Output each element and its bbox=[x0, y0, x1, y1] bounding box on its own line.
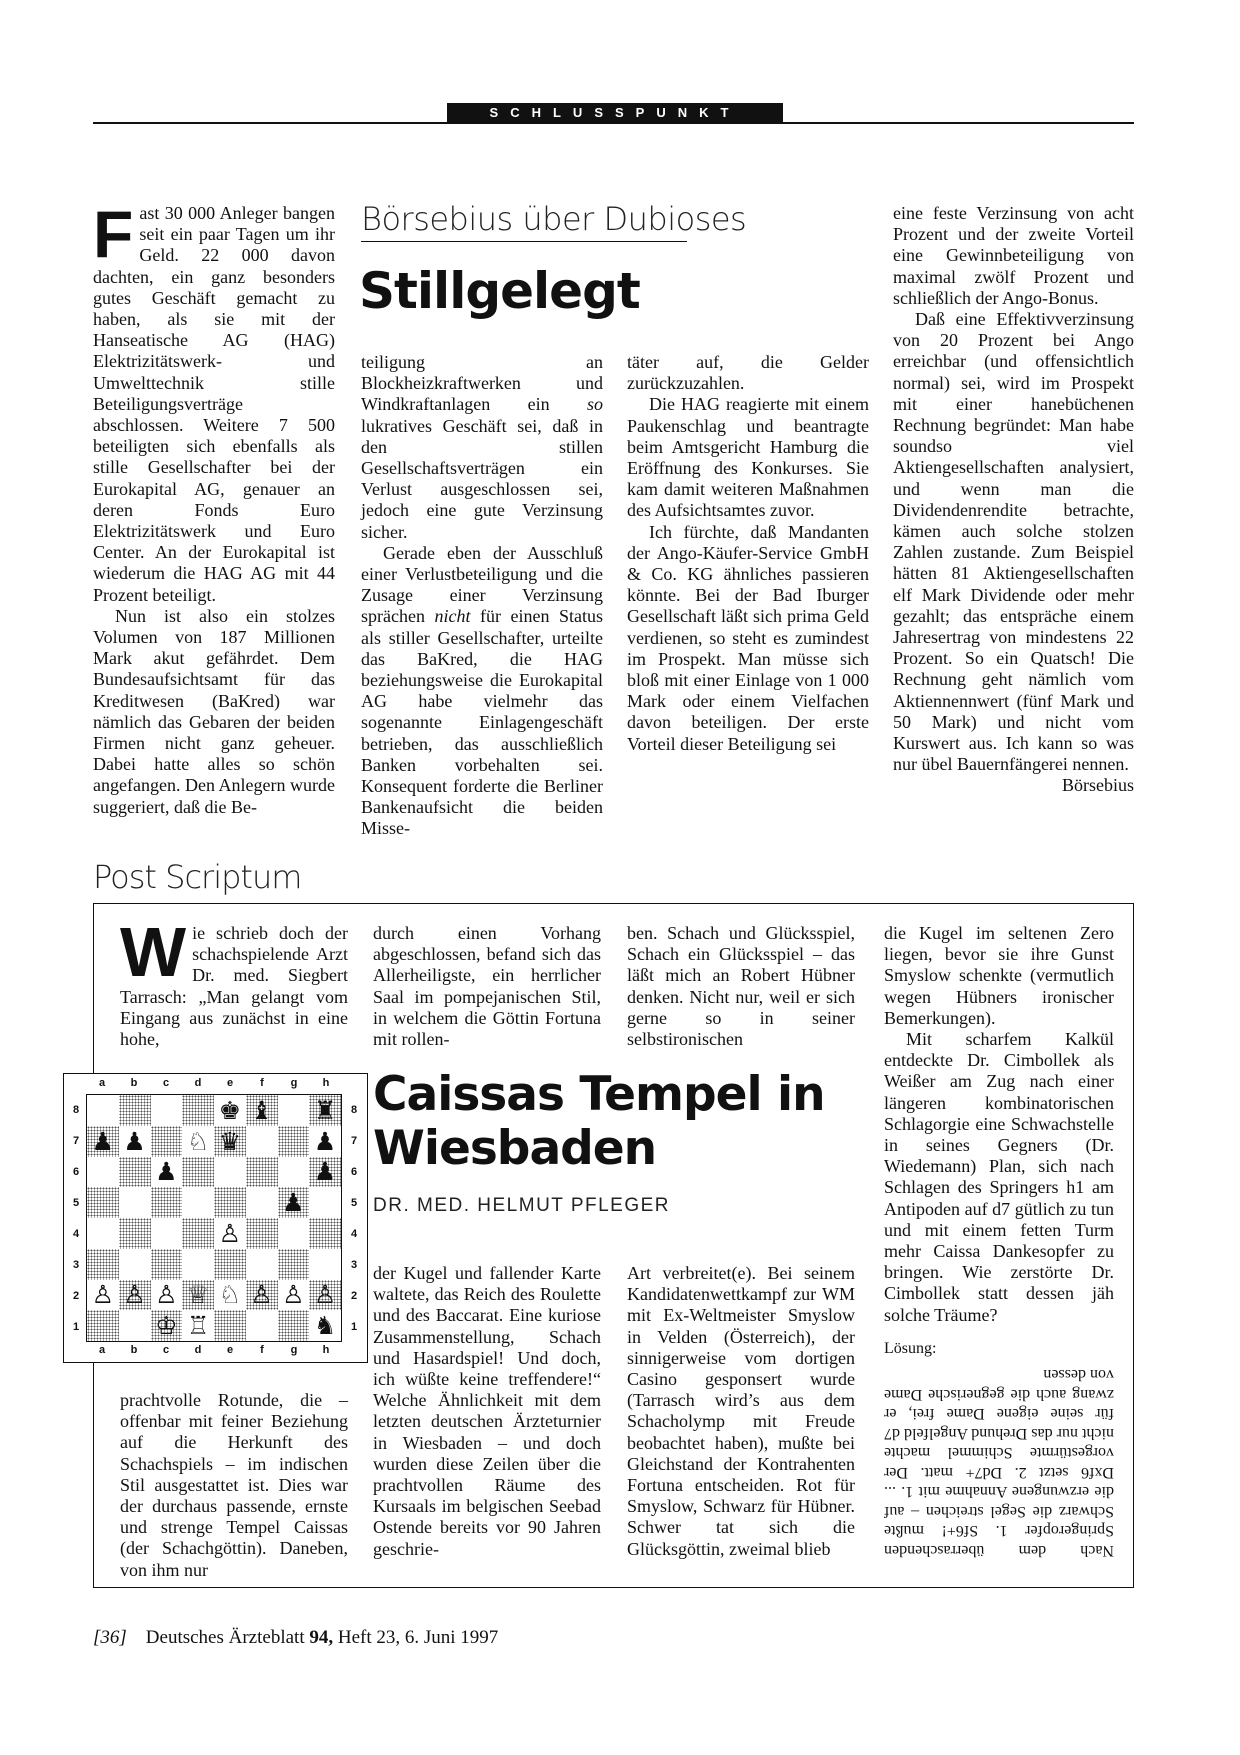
chess-file-label: e bbox=[226, 1077, 234, 1089]
article2-col3-bottom-text: Art verbreitet(e). Bei seinem Kandidatenwettkampf zur WM mit Ex-Weltmeister Smyslow in Velden (Österreich), der sinnigerweise vom dortigen Casino gesponsert wurde (Tarrasch wird’s aus dem Schacholymp mit Freude beobachtet haben), mußte bei Gleichstand der Kontrahenten Fortuna entscheiden. Rot für Smyslow, Schwarz für Hübner. Schwer tat sich die Glücksgöttin, zweimal blieb bbox=[627, 1263, 855, 1559]
chess-square-a1 bbox=[87, 1310, 119, 1341]
chess-square-h5 bbox=[309, 1187, 341, 1218]
article1-rubric: Börsebius über Dubioses bbox=[361, 200, 747, 238]
chess-square-e8 bbox=[214, 1095, 246, 1126]
chess-rank-label: 1 bbox=[72, 1320, 80, 1333]
chess-square-c8 bbox=[151, 1095, 183, 1126]
chess-piece-d2: ♕ bbox=[186, 1280, 210, 1310]
journal-volume: 94, bbox=[309, 1627, 334, 1648]
chess-square-c5 bbox=[151, 1187, 183, 1218]
chess-file-label: b bbox=[130, 1344, 138, 1356]
chess-rank-label: 3 bbox=[350, 1258, 358, 1271]
journal-issue: Heft 23, 6. Juni 1997 bbox=[333, 1627, 499, 1648]
chess-square-c6 bbox=[151, 1157, 183, 1188]
article2-col4-para2: Mit scharfem Kalkül entdeckte Dr. Cimbollek als Weißer am Zug nach einer längeren kombinatorischen Schlagorgie eine Schwachstelle in seines Gegners (Dr. Wiedemann) Plan, sich nach Schlagen des Springers h1 am Antipoden auf d7 gütlich zu tun und mit einem fetten Turm mehr Caissa Dankesopfer zu bringen. Wie zerstörte Dr. Cimbollek statt dessen jäh solche Träume? bbox=[884, 1029, 1114, 1325]
chess-square-b7 bbox=[119, 1126, 151, 1157]
article2-column-1-top bbox=[120, 913, 348, 1050]
article2-col1-bottom-text: prachtvolle Rotunde, die – offenbar mit feiner Beziehung auf die Herkunft des Schachspiels – im indischen Stil ausgestattet ist. Dies war der durchaus passende, ernste und strenge Tempel Caissas (der Schachgöttin). Daneben, von ihm nur bbox=[120, 1390, 348, 1580]
article1-signature: Börsebius bbox=[1062, 775, 1134, 796]
chess-rank-label: 8 bbox=[72, 1103, 80, 1116]
chess-square-h1 bbox=[309, 1310, 341, 1341]
chess-file-label: e bbox=[226, 1344, 234, 1356]
article2-col1-top-text: ie schrieb doch der schachspielende Arzt Dr. med. Siegbert Tarrasch: „Man gelangt vom Eingang aus zunächst in eine hohe, bbox=[120, 923, 348, 1050]
chess-piece-g5: ♟ bbox=[282, 1188, 305, 1218]
chess-square-e7 bbox=[214, 1126, 246, 1157]
chess-square-f1 bbox=[246, 1310, 278, 1341]
chess-rank-label: 7 bbox=[350, 1134, 358, 1147]
chess-file-label: a bbox=[98, 1077, 106, 1089]
article1-col1-para2: Nun ist also ein stolzes Volumen von 187 Millionen Mark akut gefährdet. Dem Bundesaufsichtsamt für das Kreditwesen (BaKred) war nämlich das Gebaren der beiden Firmen nicht ganz geheuer. Dabei hatte alles so schön angefangen. Den Anlegern wurde suggeriert, daß die Be- bbox=[93, 605, 335, 817]
chess-square-g1 bbox=[278, 1310, 310, 1341]
article2-author: DR. MED. HELMUT PFLEGER bbox=[373, 1195, 671, 1216]
chess-piece-a7: ♟ bbox=[91, 1126, 115, 1156]
article2-dropcap: W bbox=[120, 913, 187, 991]
chess-board bbox=[86, 1094, 342, 1342]
article2-title bbox=[373, 1068, 825, 1176]
chess-rank-label: 3 bbox=[72, 1258, 80, 1271]
chess-square-h7 bbox=[309, 1126, 341, 1157]
article1-col2-para2: Gerade eben der Ausschluß einer Verlustbeteiligung und die Zusage einer Verzinsung sprächen nicht für einen Status als stiller Gesellschafter, urteilte das BaKred, die HAG beziehungsweise die Eurokapital AG habe vielmehr das sogenannte Einlagengeschäft betrieben, das ausschließlich Banken vorbehalten sei. Konsequent forderte die Berliner Bankenaufsicht die beiden Misse- bbox=[361, 542, 603, 839]
chess-square-f5 bbox=[246, 1187, 278, 1218]
article2-column-3-top bbox=[627, 923, 855, 1050]
chess-square-f4 bbox=[246, 1218, 278, 1249]
chess-square-d1 bbox=[182, 1310, 214, 1341]
article1-col4-para1: eine feste Verzinsung von acht Prozent und der zweite Vorteil eine Gewinnbeteiligung von maximal zwölf Prozent und schließlich der Ango-Bonus. bbox=[893, 203, 1134, 308]
article2-section-title: Post Scriptum bbox=[93, 858, 302, 896]
chess-square-c4 bbox=[151, 1218, 183, 1249]
chess-square-f3 bbox=[246, 1249, 278, 1280]
article1-column-1 bbox=[93, 197, 335, 818]
chess-piece-e7: ♛ bbox=[218, 1126, 242, 1156]
chess-piece-a2: ♙ bbox=[91, 1280, 115, 1310]
chess-piece-g2: ♙ bbox=[282, 1280, 305, 1310]
chess-square-d4 bbox=[182, 1218, 214, 1249]
chess-square-g8 bbox=[278, 1095, 310, 1126]
chess-file-label: c bbox=[162, 1344, 170, 1356]
chess-square-d2 bbox=[182, 1280, 214, 1311]
chess-square-h4 bbox=[309, 1218, 341, 1249]
chess-square-g7 bbox=[278, 1126, 310, 1157]
chess-square-b4 bbox=[119, 1218, 151, 1249]
chess-piece-c1: ♔ bbox=[155, 1311, 178, 1341]
chess-square-e1 bbox=[214, 1310, 246, 1341]
article2-column-2-bottom bbox=[373, 1263, 601, 1560]
chess-file-label: f bbox=[260, 1077, 264, 1089]
chess-piece-c6: ♟ bbox=[155, 1157, 178, 1187]
article1-col3-para2: Die HAG reagierte mit einem Paukenschlag und beantragte beim Amtsgericht Hamburg die Eröffnung des Konkurses. Sie kam damit weiteren Maßnahmen des Aufsichtsamtes zuvor. bbox=[627, 394, 869, 521]
chess-ranks-right bbox=[344, 1094, 364, 1342]
chess-file-label: a bbox=[98, 1344, 106, 1356]
chess-square-h6 bbox=[309, 1157, 341, 1188]
chess-square-a3 bbox=[87, 1249, 119, 1280]
chess-square-h8 bbox=[309, 1095, 341, 1126]
chess-file-label: g bbox=[290, 1344, 298, 1356]
chess-square-b1 bbox=[119, 1310, 151, 1341]
chess-file-label: h bbox=[322, 1344, 330, 1356]
chess-file-label: d bbox=[194, 1344, 202, 1356]
chess-square-a6 bbox=[87, 1157, 119, 1188]
article1-col3-para3: Ich fürchte, daß Mandanten der Ango-Käufer-Service GmbH & Co. KG ähnliches passieren könnte. Bei der Bad Iburger Gesellschaft läßt sich prima Geld verdienen, so steht es zumindest im Prospekt. Man müsse sich bloß mit einer Einlage von 1 000 Mark oder einem Vielfachen davon beteiligen. Der erste Vorteil dieser Beteiligung sei bbox=[627, 521, 869, 754]
section-kicker: SCHLUSSPUNKT bbox=[447, 103, 783, 123]
article2-col2-bottom-text: der Kugel und fallender Karte waltete, das Reich des Roulette und des Baccarat. Eine kuriose Zusammenstellung, Schach und Hasardspiel! Und doch, ich wüßte keine treffendere!“ Welche Ähnlichkeit mit dem letzten deutschen Ärzteturnier in Wiesbaden – und doch wurden diese Zeilen über die prachtvollen Räume des Kursaals im belgischen Seebad Ostende bereits vor 90 Jahren geschrie- bbox=[373, 1263, 601, 1559]
article1-col3-para1: täter auf, die Gelder zurückzuzahlen. bbox=[627, 352, 869, 394]
chess-rank-label: 1 bbox=[350, 1320, 358, 1333]
chess-square-e2 bbox=[214, 1280, 246, 1311]
chess-square-b3 bbox=[119, 1249, 151, 1280]
article1-rubric-rule bbox=[361, 241, 687, 242]
chess-rank-label: 4 bbox=[350, 1227, 358, 1240]
chess-file-label: h bbox=[322, 1077, 330, 1089]
chess-rank-label: 6 bbox=[350, 1165, 358, 1178]
chess-square-d6 bbox=[182, 1157, 214, 1188]
chess-square-a7 bbox=[87, 1126, 119, 1157]
chess-piece-h1: ♞ bbox=[313, 1311, 337, 1341]
chess-square-h2 bbox=[309, 1280, 341, 1311]
chess-square-b8 bbox=[119, 1095, 151, 1126]
chess-square-g6 bbox=[278, 1157, 310, 1188]
chess-rank-label: 8 bbox=[350, 1103, 358, 1116]
chess-square-g5 bbox=[278, 1187, 310, 1218]
article1-title: Stillgelegt bbox=[359, 262, 640, 320]
article1-col4-para2: Daß eine Effektivverzinsung von 20 Prozent bei Ango erreichbar (und offensichtlich normal) sei, wird im Prospekt mit einer hanebüchenen Rechnung begründet: Man habe soundso viel Aktiengesellschaften analysiert, und wenn man die Dividendenrendite betrachte, kämen auch solche stolzen Zahlen zustande. Zum Beispiel hätten 81 Aktiengesellschaften elf Mark Dividende oder mehr gezahlt; das entspräche einem Jahresertrag von mindestens 22 Prozent. So ein Quatsch! Die Rechnung geht nämlich vom Aktiennennwert (fünf Mark und 50 Mark) und nicht vom Kurswert aus. Ich kann so was nur übel Bauernfängerei nennen. Börsebius bbox=[893, 309, 1134, 796]
chess-piece-c2: ♙ bbox=[155, 1280, 178, 1310]
chess-rank-label: 6 bbox=[72, 1165, 80, 1178]
article2-col2-top-text: durch einen Vorhang abgeschlossen, befand sich das Allerheiligste, ein herrlicher Saal im pompejanischen Stil, in welchem die Göttin Fortuna mit rollen- bbox=[373, 923, 601, 1050]
chess-square-a8 bbox=[87, 1095, 119, 1126]
chess-ranks-left bbox=[67, 1094, 85, 1342]
chess-rank-label: 4 bbox=[72, 1227, 80, 1240]
chess-square-d7 bbox=[182, 1126, 214, 1157]
chess-square-e4 bbox=[214, 1218, 246, 1249]
chess-file-label: g bbox=[290, 1077, 298, 1089]
chess-rank-label: 5 bbox=[72, 1196, 80, 1209]
chess-piece-h8: ♜ bbox=[313, 1095, 337, 1125]
chess-diagram bbox=[63, 1073, 368, 1363]
chess-square-f8 bbox=[246, 1095, 278, 1126]
chess-square-a5 bbox=[87, 1187, 119, 1218]
chess-square-f7 bbox=[246, 1126, 278, 1157]
article2-column-2-top bbox=[373, 923, 601, 1050]
chess-rank-label: 5 bbox=[350, 1196, 358, 1209]
journal-name: Deutsches Ärzteblatt bbox=[145, 1627, 310, 1648]
chess-square-f2 bbox=[246, 1280, 278, 1311]
chess-piece-b7: ♟ bbox=[123, 1126, 146, 1156]
article2-title-line2: Wiesbaden bbox=[373, 1121, 657, 1176]
article1-dropcap: F bbox=[93, 197, 134, 271]
chess-piece-f2: ♙ bbox=[250, 1280, 273, 1310]
article2-column-4 bbox=[884, 923, 1114, 1359]
chess-square-e5 bbox=[214, 1187, 246, 1218]
chess-square-c7 bbox=[151, 1126, 183, 1157]
chess-piece-d7: ♘ bbox=[186, 1126, 210, 1156]
chess-files-bottom bbox=[86, 1344, 342, 1356]
chess-square-d3 bbox=[182, 1249, 214, 1280]
chess-rank-label: 2 bbox=[72, 1289, 80, 1302]
chess-square-b6 bbox=[119, 1157, 151, 1188]
chess-piece-h6: ♟ bbox=[313, 1157, 337, 1187]
chess-piece-d1: ♖ bbox=[186, 1311, 210, 1341]
chess-piece-e2: ♘ bbox=[218, 1280, 242, 1310]
page-footer bbox=[93, 1627, 498, 1649]
chess-file-label: b bbox=[130, 1077, 138, 1089]
article1-col1-para1: ast 30 000 Anleger bangen seit ein paar Tagen um ihr Geld. 22 000 davon dachten, ein ganz besonders gutes Geschäft gemacht zu haben, als sie mit der Hanseatische AG (HAG) Elektrizitätswerk- und Umwelttechnik stille Beteiligungsverträge abschlossen. Weitere 7 500 beteiligten sich ebenfalls als stille Gesellschafter bei der Eurokapital AG, genauer an deren Fonds Euro Elektrizitätswerk und Euro Center. An der Eurokapital ist wiederum die HAG AG mit 44 Prozent beteiligt. bbox=[93, 203, 335, 605]
chess-square-b2 bbox=[119, 1280, 151, 1311]
chess-square-c3 bbox=[151, 1249, 183, 1280]
article1-column-2 bbox=[361, 352, 603, 840]
page-number: [36] bbox=[93, 1627, 127, 1648]
chess-square-f6 bbox=[246, 1157, 278, 1188]
chess-rank-label: 2 bbox=[350, 1289, 358, 1302]
chess-square-g2 bbox=[278, 1280, 310, 1311]
article1-column-3 bbox=[627, 352, 869, 755]
chess-piece-h2: ♙ bbox=[313, 1280, 337, 1310]
chess-square-g4 bbox=[278, 1218, 310, 1249]
chess-piece-e4: ♙ bbox=[218, 1218, 242, 1248]
article1-column-4 bbox=[893, 203, 1134, 797]
article2-solution-text: Nach dem überraschenden Springeropfer 1. Sf6+! mußte Schwarz die Segel streichen – auf die erzwungene Annahme mit 1. ... Dxf6 setzt 2. Dd7+ matt. Der vorgestürmte Schimmel machte nicht nur das Drehund Angelfeld d7 für seine eigene Dame frei, er zwang auch die gegnerische Dame von dessen bbox=[884, 1366, 1114, 1559]
chess-files-top bbox=[86, 1077, 342, 1089]
chess-file-label: c bbox=[162, 1077, 170, 1089]
chess-square-a2 bbox=[87, 1280, 119, 1311]
chess-square-e3 bbox=[214, 1249, 246, 1280]
chess-square-d8 bbox=[182, 1095, 214, 1126]
chess-square-c2 bbox=[151, 1280, 183, 1311]
chess-square-g3 bbox=[278, 1249, 310, 1280]
chess-piece-h7: ♟ bbox=[313, 1126, 337, 1156]
chess-square-c1 bbox=[151, 1310, 183, 1341]
article1-col2-para1: teiligung an Blockheizkraftwerken und Windkraftanlagen ein so lukratives Geschäft sei, daß in den stillen Gesellschaftsverträgen ein Verlust ausgeschlossen sei, jedoch eine gute Verzinsung sicher. bbox=[361, 352, 603, 542]
chess-square-h3 bbox=[309, 1249, 341, 1280]
article2-col4-para1: die Kugel im seltenen Zero liegen, bevor sie ihre Gunst Smyslow schenkte (vermutlich wegen Hübners ironischer Bemerkungen). bbox=[884, 923, 1114, 1028]
chess-square-a4 bbox=[87, 1218, 119, 1249]
chess-piece-e8: ♚ bbox=[218, 1095, 242, 1125]
chess-piece-f8: ♝ bbox=[250, 1095, 273, 1125]
chess-square-e6 bbox=[214, 1157, 246, 1188]
article2-title-line1: Caissas Tempel in bbox=[373, 1067, 825, 1122]
article2-column-3-bottom bbox=[627, 1263, 855, 1560]
chess-square-b5 bbox=[119, 1187, 151, 1218]
chess-piece-b2: ♙ bbox=[123, 1280, 146, 1310]
chess-file-label: f bbox=[260, 1344, 264, 1356]
article2-solution-label: Lösung: bbox=[884, 1339, 937, 1357]
chess-rank-label: 7 bbox=[72, 1134, 80, 1147]
article2-column-1-bottom bbox=[120, 1390, 348, 1581]
chess-square-d5 bbox=[182, 1187, 214, 1218]
chess-file-label: d bbox=[194, 1077, 202, 1089]
article2-col3-top-text: ben. Schach und Glücksspiel, Schach ein Glücksspiel – das läßt mich an Robert Hübner denken. Nicht nur, weil er sich gerne so in seiner selbstironischen bbox=[627, 923, 855, 1050]
